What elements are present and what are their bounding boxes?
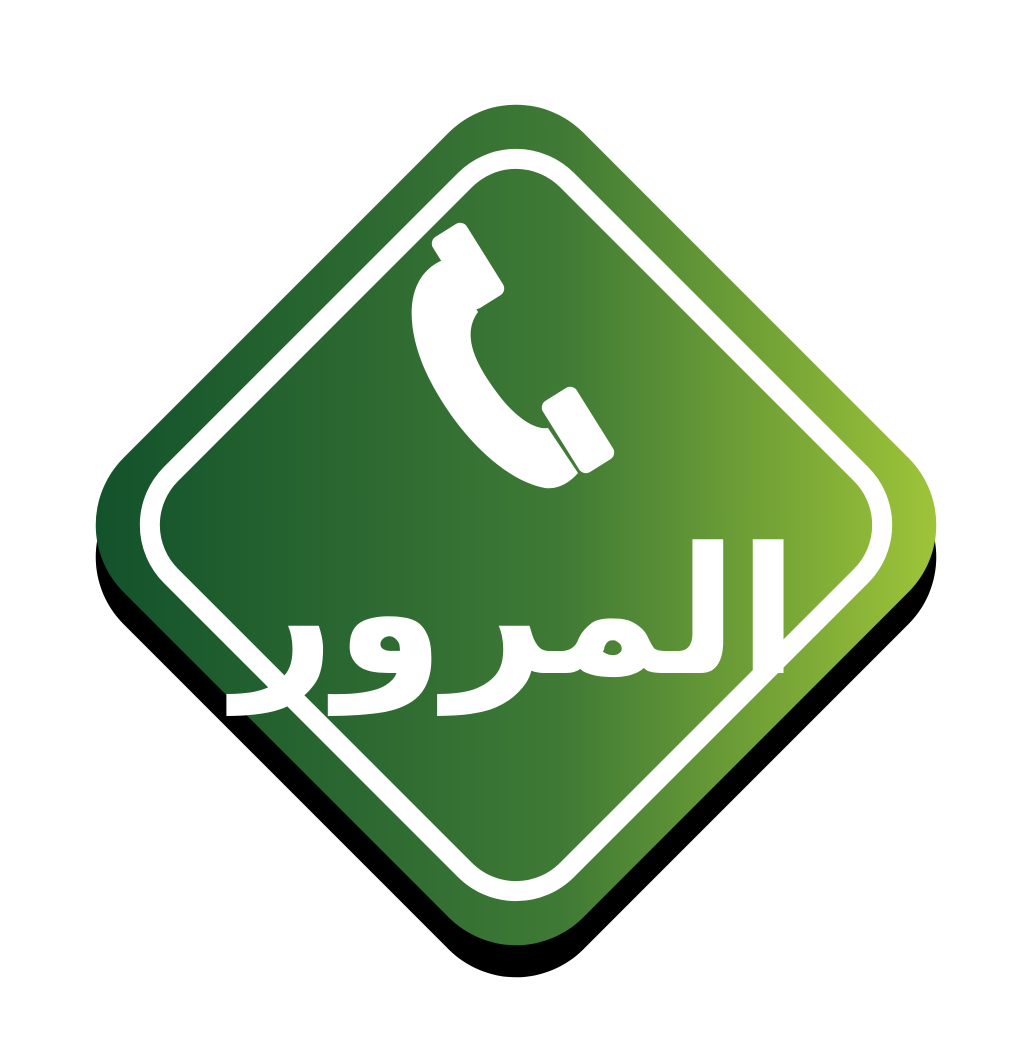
sign-label: المرور (233, 510, 799, 715)
